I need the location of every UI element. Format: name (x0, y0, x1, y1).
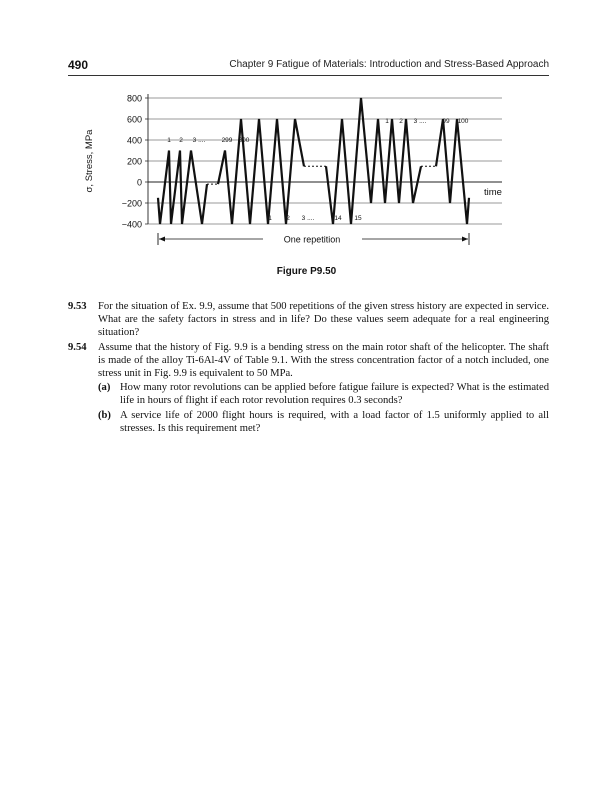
span-label: One repetition (283, 234, 341, 245)
part-text: How many rotor revolutions can be applied before fatigue failure is expected? What is the estimated life in hours of flight if each rotor revolution requires 0.3 seconds? (120, 382, 549, 407)
page-header (68, 58, 549, 76)
y-tick-label: 800 (126, 93, 142, 104)
cycle-label: 2 (179, 137, 183, 145)
y-tick-label: −400 (121, 219, 142, 230)
problem-number: 9.53 (68, 301, 87, 312)
cycle-label: 14 (334, 214, 342, 222)
running-head: Chapter 9 Fatigue of Materials: Introduction and Stress-Based Approach (229, 59, 549, 70)
y-tick-label: 200 (126, 156, 142, 167)
cycle-label: 3 .... (413, 118, 427, 126)
span-arrow-right (462, 237, 468, 242)
figure-p9-50 (80, 88, 520, 258)
cycle-label: 3 .... (192, 137, 206, 145)
problem-text: Assume that the history of Fig. 9.9 is a bending stress on the main rotor shaft of the helicopter. The shaft is made of the alloy Ti-6Al-4V of Table 9.1. With the stress concentration factor of a notch included, one stress unit in Fig. 9.9 is equivalent to 50 MPa. (98, 341, 549, 380)
problem-part-a (98, 381, 549, 407)
cycle-label: 2 (399, 118, 403, 126)
y-tick-label: 600 (126, 114, 142, 125)
part-text: A service life of 2000 flight hours is required, with a load factor of 1.5 uniformly applied to all stresses. Is this requirement met? (120, 409, 549, 434)
problem-9-54 (68, 341, 549, 435)
cycle-label: 1 (385, 118, 389, 126)
problem-list (68, 300, 549, 436)
y-tick-label: 0 (136, 177, 142, 188)
y-tick-label: 400 (126, 135, 142, 146)
part-label: (b) (98, 409, 111, 421)
problem-text: For the situation of Ex. 9.9, assume that 500 repetitions of the given stress history are expected in service. What are the safety factors in stress and in life? Do these values seem adequate for a real engineering situation? (98, 301, 549, 339)
cycle-label: 15 (354, 214, 362, 222)
figure-caption: Figure P9.50 (276, 266, 337, 277)
problem-9-53 (68, 300, 549, 340)
stress-history-chart (80, 88, 520, 258)
page-number: 490 (68, 58, 89, 72)
problem-part-b (98, 409, 549, 435)
span-arrow-left (159, 237, 165, 242)
problem-number: 9.54 (68, 341, 87, 353)
cycle-label: 2 (286, 214, 290, 222)
y-tick-label: −200 (121, 198, 142, 209)
cycle-label: 300 (238, 137, 250, 145)
cycle-label: 299 (221, 137, 233, 145)
cycle-label: 3 .... (301, 214, 315, 222)
y-axis-label: σ, Stress, MPa (84, 129, 95, 193)
cycle-label: 100 (457, 118, 469, 126)
cycle-label: 1 (167, 137, 171, 145)
time-axis-label: time (484, 187, 502, 198)
part-label: (a) (98, 382, 111, 394)
cycle-label: 99 (442, 118, 450, 126)
cycle-label: 1 (268, 214, 272, 222)
header-rule (68, 75, 549, 76)
